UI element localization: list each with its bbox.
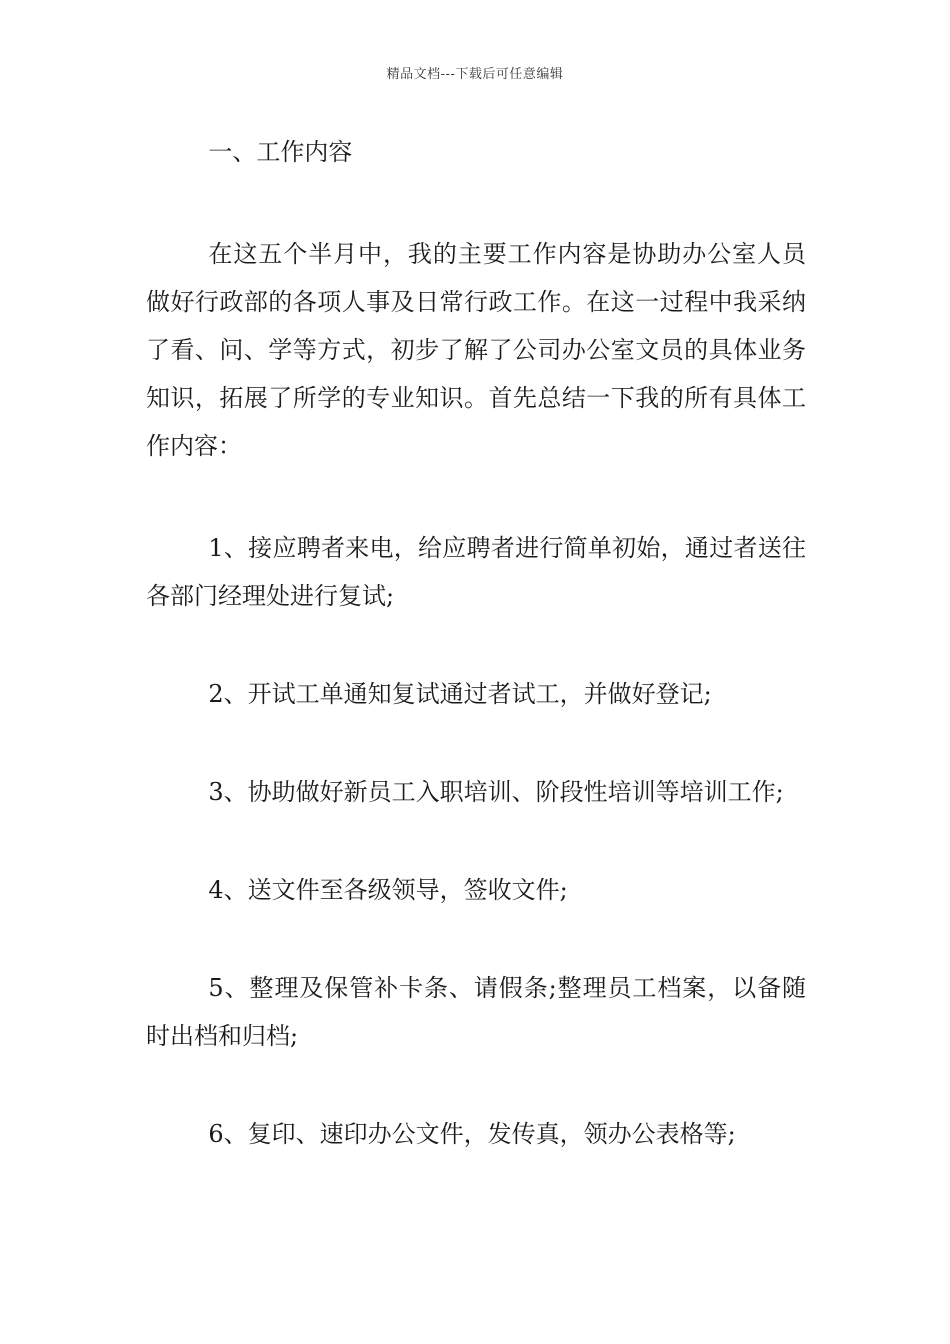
list-item: 1、接应聘者来电，给应聘者进行简单初始，通过者送往各部门经理处进行复试;: [146, 534, 806, 610]
list-item: 4、送文件至各级领导，签收文件;: [208, 876, 568, 904]
spacer: [146, 816, 806, 866]
intro-paragraph: 在这五个半月中，我的主要工作内容是协助办公室人员做好行政部的各项人事及日常行政工作。在这一过程中我采纳了看、问、学等方式，初步了解了公司办公室文员的具体业务知识，拓展了所学的专业知识。首先总结一下我的所有具体工作内容：: [146, 240, 806, 460]
document-body: [146, 128, 806, 1158]
header-note: 精品文档---下载后可任意编辑: [386, 67, 564, 82]
list-item: 6、复印、速印办公文件，发传真，领办公表格等;: [208, 1120, 736, 1148]
spacer: [146, 176, 806, 230]
list-item: 5、整理及保管补卡条、请假条;整理员工档案，以备随时出档和归档;: [146, 974, 806, 1050]
spacer: [146, 718, 806, 768]
list-item: 2、开试工单通知复试通过者试工，并做好登记;: [208, 680, 712, 708]
section-title: 一、工作内容: [208, 138, 353, 166]
list-item: 3、协助做好新员工入职培训、阶段性培训等培训工作;: [208, 778, 784, 806]
spacer: [146, 1060, 806, 1110]
spacer: [146, 470, 806, 524]
spacer: [146, 914, 806, 964]
spacer: [146, 620, 806, 670]
